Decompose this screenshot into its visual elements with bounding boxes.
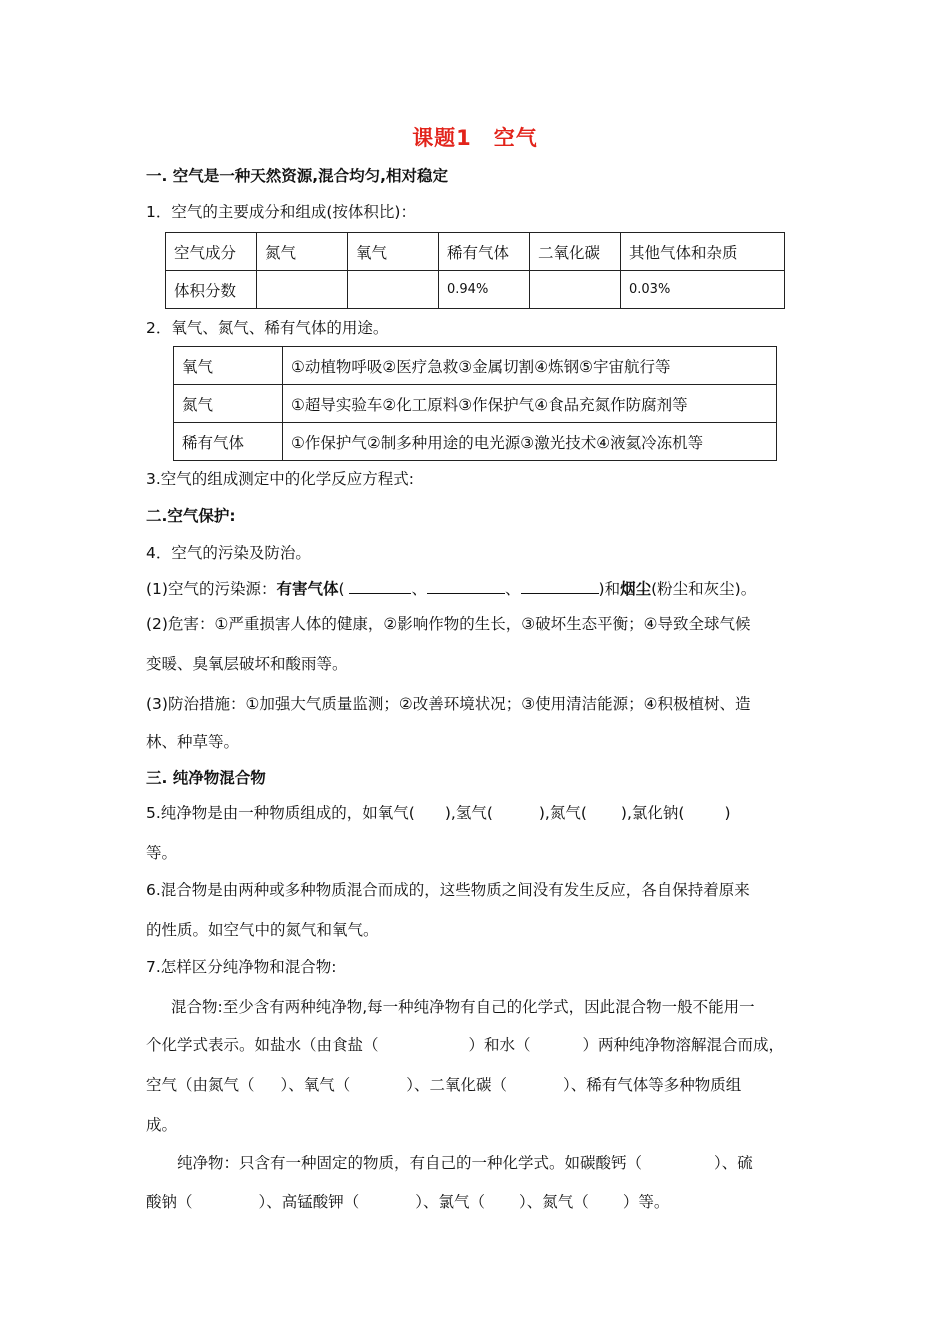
table-cell: 0.94% xyxy=(439,271,530,309)
text-span: ）、二氧化碳（ xyxy=(406,1076,508,1094)
text-span: ),氢气( xyxy=(444,804,493,822)
text-span: ),氮气( xyxy=(538,804,587,822)
item-6-line-2: 的性质。如空气中的氮气和氧气。 xyxy=(146,921,379,939)
table-cell xyxy=(257,271,348,309)
item-4: 4．空气的污染及防治。 xyxy=(146,544,311,562)
blank-line[interactable] xyxy=(349,579,411,594)
table-cell: 二氧化碳 xyxy=(530,233,621,271)
table-cell: 氮气 xyxy=(174,385,283,423)
table-row xyxy=(174,423,777,461)
table-cell: 其他气体和杂质 xyxy=(621,233,785,271)
item-4-3-line-2: 林、种草等。 xyxy=(146,733,240,751)
air-composition-table xyxy=(165,232,785,309)
table-row xyxy=(166,271,785,309)
text-span: 烟尘 xyxy=(620,580,652,598)
mixture-line-1: 混合物:至少含有两种纯净物,每一种纯净物有自己的化学式，因此混合物一般不能用一 xyxy=(171,998,755,1016)
item-5-line-2: 等。 xyxy=(146,844,178,862)
mixture-line-4: 成。 xyxy=(146,1116,178,1134)
text-span: ）、氧气（ xyxy=(280,1076,351,1094)
item-4-3-line-1: (3)防治措施：①加强大气质量监测；②改善环境状况；③使用清洁能源；④积极植树、造 xyxy=(146,695,751,713)
mixture-line-2 xyxy=(146,1033,784,1055)
table-cell xyxy=(530,271,621,309)
table-cell: ①动植物呼吸②医疗急救③金属切割④炼钢⑤宇宙航行等 xyxy=(283,347,777,385)
text-span: ）、氮气（ xyxy=(519,1193,589,1211)
table-cell xyxy=(348,271,439,309)
text-span: ）、稀有气体等多种物质组 xyxy=(563,1076,742,1094)
text-span: (粉尘和灰尘)。 xyxy=(651,580,757,598)
page-title: 课题1 空气 xyxy=(412,126,538,150)
text-span: ）、高锰酸钾（ xyxy=(258,1193,360,1211)
item-3: 3.空气的组成测定中的化学反应方程式: xyxy=(146,470,415,488)
blank-line[interactable] xyxy=(427,579,505,594)
table-cell: ①超导实验车②化工原料③作保护气④食品充氮作防腐剂等 xyxy=(283,385,777,423)
text-span: 个化学式表示。如盐水（由食盐（ xyxy=(146,1036,379,1054)
text-span: 有害气体 xyxy=(276,580,339,598)
text-span: ）、硫 xyxy=(714,1154,753,1172)
text-span: ）等。 xyxy=(622,1193,670,1211)
text-span: ）、氯气（ xyxy=(415,1193,486,1211)
text-span: 、 xyxy=(505,580,521,598)
item-4-1 xyxy=(146,577,756,599)
section-heading-2: 二.空气保护: xyxy=(146,507,236,525)
text-span: 酸钠（ xyxy=(146,1193,193,1211)
pure-line-1 xyxy=(177,1151,753,1173)
text-span: (1)空气的污染源： xyxy=(146,580,277,598)
table-cell: 氧气 xyxy=(174,347,283,385)
section-heading-1: 一. 空气是一种天然资源,混合均匀,相对稳定 xyxy=(146,167,449,185)
table-cell: 体积分数 xyxy=(166,271,257,309)
item-6-line-1: 6.混合物是由两种或多种物质混合而成的，这些物质之间没有发生反应，各自保持着原来 xyxy=(146,881,750,899)
item-7: 7.怎样区分纯净物和混合物: xyxy=(146,958,337,976)
text-span: 、 xyxy=(411,580,427,598)
table-row xyxy=(174,385,777,423)
text-span: ),氯化钠( xyxy=(620,804,685,822)
pure-line-2 xyxy=(146,1190,669,1212)
table-cell: ①作保护气②制多种用途的电光源③激光技术④液氦冷冻机等 xyxy=(283,423,777,461)
item-4-2-line-1: (2)危害：①严重损害人体的健康，②影响作物的生长，③破坏生态平衡；④导致全球气候 xyxy=(146,615,751,633)
text-span: )和 xyxy=(598,580,621,598)
text-span: 纯净物：只含有一种固定的物质，有自己的一种化学式。如碳酸钙（ xyxy=(177,1154,643,1172)
item-4-2-line-2: 变暖、臭氧层破坏和酸雨等。 xyxy=(146,655,348,673)
item-5-line-1 xyxy=(146,801,731,823)
table-cell: 氮气 xyxy=(257,233,348,271)
table-cell: 0.03% xyxy=(621,271,785,309)
text-span: ) xyxy=(724,804,731,822)
item-1: 1．空气的主要成分和组成(按体积比)： xyxy=(146,203,416,221)
section-heading-3: 三. 纯净物混合物 xyxy=(146,769,266,787)
text-span: ( xyxy=(338,580,345,598)
table-row xyxy=(174,347,777,385)
mixture-line-3 xyxy=(146,1073,741,1095)
text-span: ）两种纯净物溶解混合而成， xyxy=(582,1036,785,1054)
table-cell: 空气成分 xyxy=(166,233,257,271)
item-2: 2．氧气、氮气、稀有气体的用途。 xyxy=(146,319,389,337)
blank-line[interactable] xyxy=(521,579,599,594)
table-cell: 氧气 xyxy=(348,233,439,271)
gas-uses-table xyxy=(173,346,777,461)
table-row xyxy=(166,233,785,271)
text-span: 空气（由氮气（ xyxy=(146,1076,255,1094)
text-span: ）和水（ xyxy=(468,1036,531,1054)
text-span: 5.纯净物是由一种物质组成的，如氧气( xyxy=(146,804,415,822)
table-cell: 稀有气体 xyxy=(174,423,283,461)
table-cell: 稀有气体 xyxy=(439,233,530,271)
